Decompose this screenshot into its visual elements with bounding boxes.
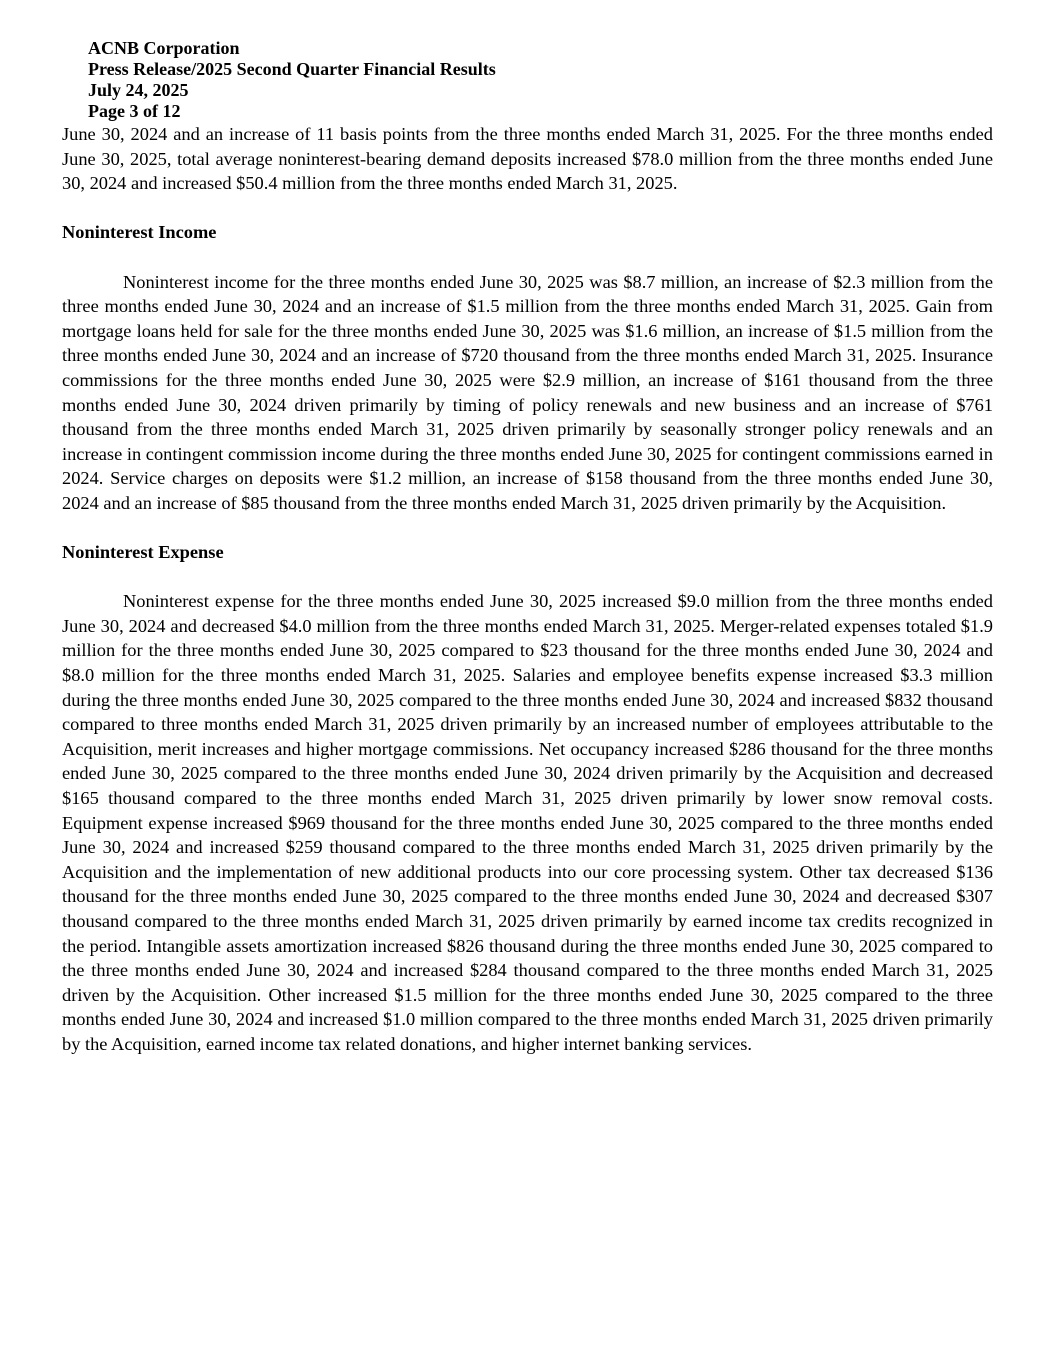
release-date: July 24, 2025 [88,80,189,100]
page-header [88,38,993,122]
spacer [62,196,993,221]
spacer [62,516,993,541]
spacer [62,565,993,590]
document-page [62,38,993,1057]
section-body-noninterest-expense: Noninterest expense for the three months ended June 30, 2025 increased $9.0 million from the three months ended June 30, 2024 and decreased $4.0 million from the three months ended March 31, 2025. Merger-related expenses totaled $1.9 million for the three months ended June 30, 2025 compared to $23 thousand for the three months ended June 30, 2024 and $8.0 million for the three months ended March 31, 2025. Salaries and employee benefits expense increased $3.3 million during the three months ended June 30, 2025 compared to the three months ended June 30, 2024 and increased $832 thousand compared to three months ended March 31, 2025 driven primarily by an increased number of employees attributable to the Acquisition, merit increases and higher mortgage commissions. Net occupancy increased $286 thousand for the three months ended June 30, 2025 compared to the three months ended June 30, 2024 driven primarily by the Acquisition and decreased $165 thousand compared to the three months ended March 31, 2025 driven primarily by lower snow removal costs. Equipment expense increased $969 thousand for the three months ended June 30, 2025 compared to the three months ended June 30, 2024 and increased $259 thousand compared to the three months ended March 31, 2025 driven primarily by the Acquisition and the implementation of new additional products into our core processing system. Other tax decreased $136 thousand for the three months ended June 30, 2025 compared to the three months ended June 30, 2024 and decreased $307 thousand compared to the three months ended March 31, 2025 driven primarily by earned income tax credits recognized in the period. Intangible assets amortization increased $826 thousand during the three months ended June 30, 2025 compared to the three months ended June 30, 2024 and increased $284 thousand compared to the three months ended March 31, 2025 driven by the Acquisition. Other increased $1.5 million for the three months ended June 30, 2025 compared to the three months ended June 30, 2024 and increased $1.0 million compared to the three months ended March 31, 2025 driven primarily by the Acquisition, earned income tax related donations, and higher internet banking services. [62,591,993,1054]
release-title: Press Release/2025 Second Quarter Financial Results [88,59,496,79]
page-number: Page 3 of 12 [88,101,181,121]
section-heading-noninterest-expense: Noninterest Expense [62,542,224,563]
section-heading-noninterest-income: Noninterest Income [62,222,217,243]
section-body-noninterest-income: Noninterest income for the three months ended June 30, 2025 was $8.7 million, an increase of $2.3 million from the three months ended June 30, 2024 and an increase of $1.5 million from the three months ended March 31, 2025. Gain from mortgage loans held for sale for the three months ended June 30, 2025 was $1.6 million, an increase of $1.5 million from the three months ended June 30, 2024 and an increase of $720 thousand from the three months ended March 31, 2025. Insurance commissions for the three months ended June 30, 2025 were $2.9 million, an increase of $161 thousand from the three months ended June 30, 2024 driven primarily by timing of policy renewals and new business and an increase of $761 thousand from the three months ended March 31, 2025 driven primarily by seasonally stronger policy renewals and an increase in contingent commission income during the three months ended June 30, 2025 for contingent commissions earned in 2024. Service charges on deposits were $1.2 million, an increase of $158 thousand from the three months ended June 30, 2024 and an increase of $85 thousand from the three months ended March 31, 2025 driven primarily by the Acquisition. [62,271,993,513]
spacer [62,245,993,270]
intro-paragraph: June 30, 2024 and an increase of 11 basis points from the three months ended March 31, 2025. For the three months ended June 30, 2025, total average noninterest-bearing demand deposits increased $78.0 million from the three months ended June 30, 2024 and increased $50.4 million from the three months ended March 31, 2025. [62,124,993,194]
company-name: ACNB Corporation [88,38,240,58]
